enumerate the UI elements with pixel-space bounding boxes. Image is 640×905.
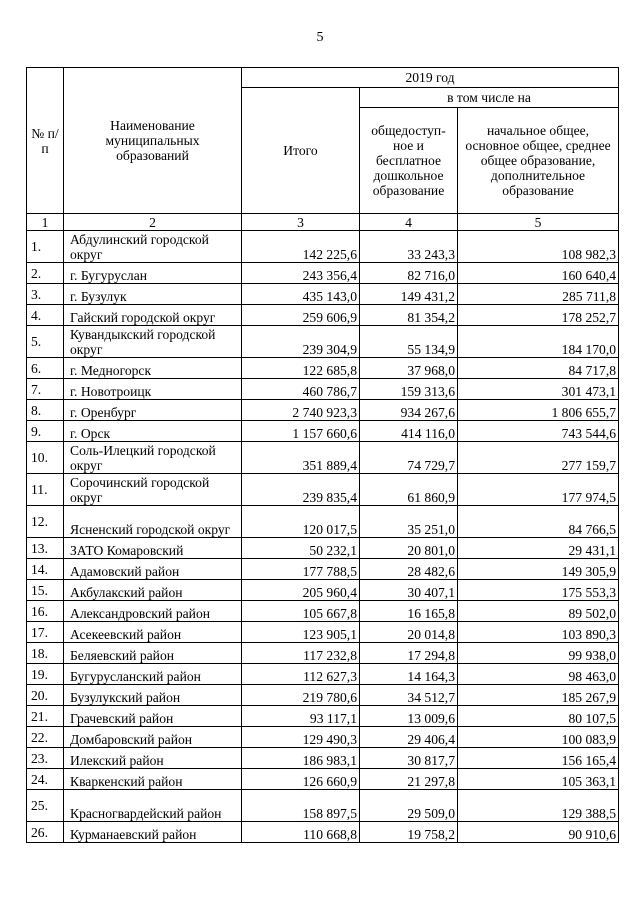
row-number: 7. — [27, 379, 64, 400]
school-value: 108 982,3 — [458, 231, 619, 263]
table-row — [27, 358, 619, 379]
total-value: 219 780,6 — [242, 685, 360, 706]
header-total: Итого — [242, 88, 360, 214]
header-name: Наименование муниципальных образований — [64, 68, 242, 214]
preschool-value: 30 407,1 — [360, 580, 458, 601]
municipality-name: г. Орск — [64, 421, 242, 442]
municipality-name: Соль-Илецкий городской округ — [64, 442, 242, 474]
preschool-value: 37 968,0 — [360, 358, 458, 379]
col-number: 2 — [64, 214, 242, 231]
row-number: 2. — [27, 263, 64, 284]
table-row — [27, 506, 619, 538]
municipality-name: Кувандыкский городской округ — [64, 326, 242, 358]
school-value: 1 806 655,7 — [458, 400, 619, 421]
school-value: 185 267,9 — [458, 685, 619, 706]
header-school: начальное общее, основное общее, среднее общее образование, дополнительное образование — [458, 108, 619, 214]
row-number: 14. — [27, 559, 64, 580]
school-value: 99 938,0 — [458, 643, 619, 664]
preschool-value: 81 354,2 — [360, 305, 458, 326]
school-value: 184 170,0 — [458, 326, 619, 358]
municipality-name: г. Оренбург — [64, 400, 242, 421]
preschool-value: 74 729,7 — [360, 442, 458, 474]
total-value: 259 606,9 — [242, 305, 360, 326]
total-value: 186 983,1 — [242, 748, 360, 769]
school-value: 175 553,3 — [458, 580, 619, 601]
table-row — [27, 601, 619, 622]
municipality-name: г. Бузулук — [64, 284, 242, 305]
municipality-name: Абдулинский городской округ — [64, 231, 242, 263]
municipality-name: Ясненский городской округ — [64, 506, 242, 538]
total-value: 50 232,1 — [242, 538, 360, 559]
preschool-value: 20 014,8 — [360, 622, 458, 643]
table-row — [27, 559, 619, 580]
school-value: 105 363,1 — [458, 769, 619, 790]
preschool-value: 16 165,8 — [360, 601, 458, 622]
municipality-name: ЗАТО Комаровский — [64, 538, 242, 559]
total-value: 1 157 660,6 — [242, 421, 360, 442]
municipality-name: Асекеевский район — [64, 622, 242, 643]
table-row — [27, 664, 619, 685]
preschool-value: 414 116,0 — [360, 421, 458, 442]
table-row — [27, 474, 619, 506]
row-number: 22. — [27, 727, 64, 748]
row-number: 20. — [27, 685, 64, 706]
municipality-name: Бугурусланский район — [64, 664, 242, 685]
table-row — [27, 685, 619, 706]
table-row — [27, 284, 619, 305]
header-year: 2019 год — [242, 68, 619, 88]
row-number: 1. — [27, 231, 64, 263]
school-value: 285 711,8 — [458, 284, 619, 305]
total-value: 435 143,0 — [242, 284, 360, 305]
total-value: 460 786,7 — [242, 379, 360, 400]
school-value: 100 083,9 — [458, 727, 619, 748]
row-number: 6. — [27, 358, 64, 379]
total-value: 105 667,8 — [242, 601, 360, 622]
preschool-value: 29 509,0 — [360, 790, 458, 822]
table-row — [27, 822, 619, 843]
municipality-name: г. Новотроицк — [64, 379, 242, 400]
municipality-name: Адамовский район — [64, 559, 242, 580]
municipality-name: г. Медногорск — [64, 358, 242, 379]
preschool-value: 21 297,8 — [360, 769, 458, 790]
row-number: 23. — [27, 748, 64, 769]
school-value: 84 717,8 — [458, 358, 619, 379]
total-value: 117 232,8 — [242, 643, 360, 664]
municipality-name: Беляевский район — [64, 643, 242, 664]
table-row — [27, 326, 619, 358]
school-value: 29 431,1 — [458, 538, 619, 559]
municipality-name: Грачевский район — [64, 706, 242, 727]
table-row — [27, 790, 619, 822]
preschool-value: 28 482,6 — [360, 559, 458, 580]
row-number: 4. — [27, 305, 64, 326]
preschool-value: 61 860,9 — [360, 474, 458, 506]
total-value: 120 017,5 — [242, 506, 360, 538]
municipality-name: Курманаевский район — [64, 822, 242, 843]
preschool-value: 159 313,6 — [360, 379, 458, 400]
school-value: 149 305,9 — [458, 559, 619, 580]
table-row — [27, 643, 619, 664]
table-row — [27, 538, 619, 559]
table-row — [27, 580, 619, 601]
school-value: 160 640,4 — [458, 263, 619, 284]
row-number: 24. — [27, 769, 64, 790]
preschool-value: 34 512,7 — [360, 685, 458, 706]
municipality-name: г. Бугуруслан — [64, 263, 242, 284]
col-number: 5 — [458, 214, 619, 231]
table-row — [27, 263, 619, 284]
table-row — [27, 622, 619, 643]
school-value: 129 388,5 — [458, 790, 619, 822]
preschool-value: 82 716,0 — [360, 263, 458, 284]
row-number: 13. — [27, 538, 64, 559]
row-number: 18. — [27, 643, 64, 664]
preschool-value: 149 431,2 — [360, 284, 458, 305]
row-number: 3. — [27, 284, 64, 305]
school-value: 89 502,0 — [458, 601, 619, 622]
school-value: 84 766,5 — [458, 506, 619, 538]
total-value: 123 905,1 — [242, 622, 360, 643]
row-number: 16. — [27, 601, 64, 622]
column-numbers-row — [27, 214, 619, 231]
preschool-value: 29 406,4 — [360, 727, 458, 748]
preschool-value: 13 009,6 — [360, 706, 458, 727]
col-number: 4 — [360, 214, 458, 231]
municipality-name: Гайский городской округ — [64, 305, 242, 326]
school-value: 177 974,5 — [458, 474, 619, 506]
school-value: 156 165,4 — [458, 748, 619, 769]
municipality-name: Александровский район — [64, 601, 242, 622]
preschool-value: 35 251,0 — [360, 506, 458, 538]
table-row — [27, 748, 619, 769]
total-value: 239 304,9 — [242, 326, 360, 358]
school-value: 103 890,3 — [458, 622, 619, 643]
school-value: 98 463,0 — [458, 664, 619, 685]
row-number: 19. — [27, 664, 64, 685]
table-row — [27, 400, 619, 421]
municipality-name: Домбаровский район — [64, 727, 242, 748]
school-value: 90 910,6 — [458, 822, 619, 843]
row-number: 10. — [27, 442, 64, 474]
preschool-value: 17 294,8 — [360, 643, 458, 664]
municipality-name: Бузулукский район — [64, 685, 242, 706]
preschool-value: 30 817,7 — [360, 748, 458, 769]
row-number: 9. — [27, 421, 64, 442]
total-value: 110 668,8 — [242, 822, 360, 843]
preschool-value: 19 758,2 — [360, 822, 458, 843]
preschool-value: 14 164,3 — [360, 664, 458, 685]
total-value: 177 788,5 — [242, 559, 360, 580]
row-number: 12. — [27, 506, 64, 538]
table-row — [27, 231, 619, 263]
table-row — [27, 442, 619, 474]
row-number: 17. — [27, 622, 64, 643]
school-value: 80 107,5 — [458, 706, 619, 727]
table-row — [27, 379, 619, 400]
table-row — [27, 727, 619, 748]
preschool-value: 55 134,9 — [360, 326, 458, 358]
table-row — [27, 706, 619, 727]
preschool-value: 33 243,3 — [360, 231, 458, 263]
total-value: 126 660,9 — [242, 769, 360, 790]
row-number: 25. — [27, 790, 64, 822]
total-value: 351 889,4 — [242, 442, 360, 474]
header-preschool: общедоступ-ное и бесплатное дошкольное образование — [360, 108, 458, 214]
total-value: 243 356,4 — [242, 263, 360, 284]
total-value: 142 225,6 — [242, 231, 360, 263]
page-number: 5 — [316, 30, 324, 45]
row-number: 5. — [27, 326, 64, 358]
row-number: 8. — [27, 400, 64, 421]
school-value: 301 473,1 — [458, 379, 619, 400]
table-row — [27, 421, 619, 442]
preschool-value: 934 267,6 — [360, 400, 458, 421]
total-value: 122 685,8 — [242, 358, 360, 379]
total-value: 205 960,4 — [242, 580, 360, 601]
header-no: № п/п — [27, 68, 64, 214]
col-number: 3 — [242, 214, 360, 231]
col-number: 1 — [27, 214, 64, 231]
total-value: 239 835,4 — [242, 474, 360, 506]
school-value: 277 159,7 — [458, 442, 619, 474]
municipality-name: Илекский район — [64, 748, 242, 769]
total-value: 2 740 923,3 — [242, 400, 360, 421]
total-value: 93 117,1 — [242, 706, 360, 727]
preschool-value: 20 801,0 — [360, 538, 458, 559]
total-value: 112 627,3 — [242, 664, 360, 685]
total-value: 158 897,5 — [242, 790, 360, 822]
school-value: 178 252,7 — [458, 305, 619, 326]
header-including: в том числе на — [360, 88, 619, 108]
school-value: 743 544,6 — [458, 421, 619, 442]
budget-table — [26, 67, 619, 843]
municipality-name: Акбулакский район — [64, 580, 242, 601]
row-number: 21. — [27, 706, 64, 727]
municipality-name: Сорочинский городской округ — [64, 474, 242, 506]
municipality-name: Кваркенский район — [64, 769, 242, 790]
total-value: 129 490,3 — [242, 727, 360, 748]
municipality-name: Красногвардейский район — [64, 790, 242, 822]
row-number: 26. — [27, 822, 64, 843]
table-row — [27, 305, 619, 326]
table-row — [27, 769, 619, 790]
row-number: 15. — [27, 580, 64, 601]
row-number: 11. — [27, 474, 64, 506]
